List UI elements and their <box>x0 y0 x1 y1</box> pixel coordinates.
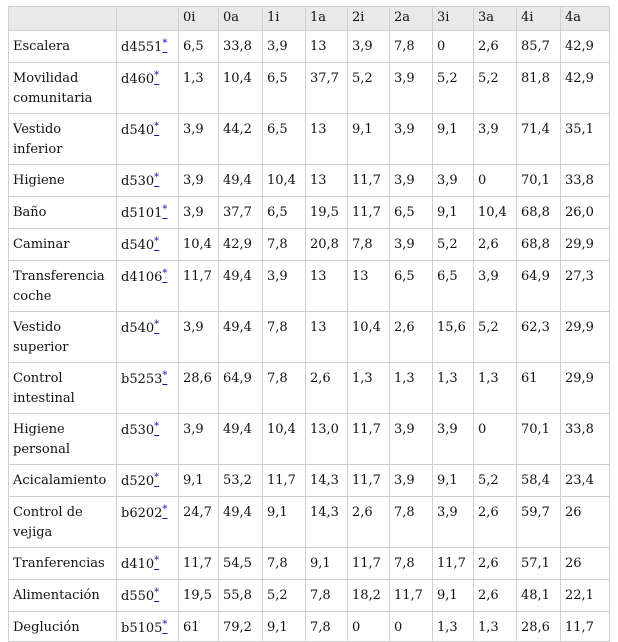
icf-code: d540 <box>121 238 155 253</box>
footnote-link[interactable] <box>154 557 159 571</box>
value-cell: 2,6 <box>348 497 390 548</box>
icf-code: d540 <box>121 321 155 336</box>
value-cell: 11,7 <box>348 414 390 465</box>
value-cell: 14,3 <box>306 497 348 548</box>
table-row <box>9 548 610 580</box>
footnote-link[interactable] <box>162 206 167 220</box>
row-label: Higiene <box>9 165 117 197</box>
value-cell: 68,8 <box>517 197 561 229</box>
value-cell: 9,1 <box>433 114 474 165</box>
value-cell: 22,1 <box>561 580 610 612</box>
icf-code-cell <box>117 548 179 580</box>
icf-code-cell <box>117 63 179 114</box>
value-cell: 1,3 <box>474 363 517 414</box>
value-cell: 33,8 <box>561 165 610 197</box>
value-cell: 48,1 <box>517 580 561 612</box>
row-label: Deglución <box>9 612 117 642</box>
value-cell: 3,9 <box>474 261 517 312</box>
value-cell: 27,3 <box>561 261 610 312</box>
footnote-marker[interactable]: * <box>154 172 160 183</box>
value-cell: 1,3 <box>179 63 219 114</box>
column-header: 3i <box>433 7 474 31</box>
value-cell: 42,9 <box>561 31 610 63</box>
column-header: 2i <box>348 7 390 31</box>
value-cell: 15,6 <box>433 312 474 363</box>
icf-code-cell <box>117 197 179 229</box>
value-cell: 2,6 <box>474 580 517 612</box>
value-cell: 11,7 <box>348 548 390 580</box>
value-cell: 70,1 <box>517 414 561 465</box>
value-cell: 5,2 <box>348 63 390 114</box>
value-cell: 49,4 <box>219 165 263 197</box>
value-cell: 3,9 <box>179 312 219 363</box>
value-cell: 1,3 <box>433 612 474 642</box>
value-cell: 42,9 <box>561 63 610 114</box>
value-cell: 1,3 <box>390 363 433 414</box>
footnote-link[interactable] <box>154 474 159 488</box>
icf-code-cell <box>117 580 179 612</box>
value-cell: 5,2 <box>474 312 517 363</box>
table-row <box>9 229 610 261</box>
value-cell: 5,2 <box>433 229 474 261</box>
value-cell: 81,8 <box>517 63 561 114</box>
value-cell: 3,9 <box>179 114 219 165</box>
table-row <box>9 114 610 165</box>
value-cell: 5,2 <box>433 63 474 114</box>
value-cell: 7,8 <box>390 31 433 63</box>
footnote-link[interactable] <box>154 321 159 335</box>
value-cell: 7,8 <box>263 363 306 414</box>
value-cell: 11,7 <box>179 261 219 312</box>
value-cell: 6,5 <box>390 197 433 229</box>
value-cell: 9,1 <box>263 497 306 548</box>
column-header: 3a <box>474 7 517 31</box>
icf-code: b5253 <box>121 372 163 387</box>
footnote-link[interactable] <box>154 238 159 252</box>
value-cell: 9,1 <box>263 612 306 642</box>
footnote-link[interactable] <box>162 40 167 54</box>
value-cell: 20,8 <box>306 229 348 261</box>
value-cell: 64,9 <box>219 363 263 414</box>
row-label: Tranferencias <box>9 548 117 580</box>
value-cell: 2,6 <box>474 497 517 548</box>
value-cell: 1,3 <box>433 363 474 414</box>
value-cell: 68,8 <box>517 229 561 261</box>
value-cell: 49,4 <box>219 261 263 312</box>
value-cell: 71,4 <box>517 114 561 165</box>
footnote-link[interactable] <box>154 423 159 437</box>
footnote-marker[interactable]: * <box>154 472 160 483</box>
value-cell: 3,9 <box>390 63 433 114</box>
table-row <box>9 261 610 312</box>
value-cell: 10,4 <box>263 165 306 197</box>
value-cell: 13 <box>306 312 348 363</box>
icf-code: d530 <box>121 423 155 438</box>
table-row <box>9 414 610 465</box>
icf-code-cell <box>117 414 179 465</box>
icf-code: d520 <box>121 474 155 489</box>
value-cell: 3,9 <box>348 31 390 63</box>
value-cell: 9,1 <box>306 548 348 580</box>
footnote-link[interactable] <box>154 174 159 188</box>
value-cell: 0 <box>433 31 474 63</box>
value-cell: 2,6 <box>474 229 517 261</box>
footnote-link[interactable] <box>162 270 167 284</box>
value-cell: 7,8 <box>348 229 390 261</box>
value-cell: 11,7 <box>348 165 390 197</box>
row-label: Alimentación <box>9 580 117 612</box>
footnote-marker[interactable]: * <box>162 619 168 630</box>
icf-code-cell <box>117 312 179 363</box>
footnote-marker[interactable]: * <box>154 319 160 330</box>
value-cell: 24,7 <box>179 497 219 548</box>
icf-code-cell <box>117 612 179 642</box>
value-cell: 49,4 <box>219 497 263 548</box>
value-cell: 37,7 <box>306 63 348 114</box>
value-cell: 70,1 <box>517 165 561 197</box>
footnote-link[interactable] <box>154 72 159 86</box>
value-cell: 9,1 <box>179 465 219 497</box>
column-header <box>117 7 179 31</box>
header-row <box>9 7 610 31</box>
value-cell: 85,7 <box>517 31 561 63</box>
table-row <box>9 612 610 642</box>
icf-code: b6202 <box>121 506 163 521</box>
value-cell: 42,9 <box>219 229 263 261</box>
table-row <box>9 363 610 414</box>
icf-code: d540 <box>121 123 155 138</box>
value-cell: 10,4 <box>474 197 517 229</box>
value-cell: 11,7 <box>179 548 219 580</box>
value-cell: 10,4 <box>219 63 263 114</box>
value-cell: 33,8 <box>561 414 610 465</box>
value-cell: 23,4 <box>561 465 610 497</box>
value-cell: 58,4 <box>517 465 561 497</box>
data-table <box>8 6 610 642</box>
value-cell: 64,9 <box>517 261 561 312</box>
value-cell: 53,2 <box>219 465 263 497</box>
table-row <box>9 197 610 229</box>
value-cell: 7,8 <box>263 229 306 261</box>
row-label: Control intestinal <box>9 363 117 414</box>
icf-code: b5105 <box>121 621 163 636</box>
footnote-link[interactable] <box>162 621 167 635</box>
value-cell: 10,4 <box>179 229 219 261</box>
icf-code: d460 <box>121 72 155 87</box>
value-cell: 5,2 <box>474 63 517 114</box>
value-cell: 19,5 <box>179 580 219 612</box>
value-cell: 26 <box>561 548 610 580</box>
row-label: Caminar <box>9 229 117 261</box>
icf-code-cell <box>117 31 179 63</box>
icf-code-cell <box>117 363 179 414</box>
value-cell: 3,9 <box>390 229 433 261</box>
row-label: Control de vejiga <box>9 497 117 548</box>
value-cell: 0 <box>474 165 517 197</box>
value-cell: 3,9 <box>179 165 219 197</box>
value-cell: 3,9 <box>263 31 306 63</box>
value-cell: 59,7 <box>517 497 561 548</box>
value-cell: 3,9 <box>390 165 433 197</box>
value-cell: 0 <box>474 414 517 465</box>
value-cell: 7,8 <box>306 612 348 642</box>
row-label: Escalera <box>9 31 117 63</box>
footnote-marker[interactable]: * <box>162 268 168 279</box>
footnote-marker[interactable]: * <box>154 70 160 81</box>
value-cell: 3,9 <box>390 114 433 165</box>
column-header: 2a <box>390 7 433 31</box>
value-cell: 9,1 <box>433 580 474 612</box>
footnote-marker[interactable]: * <box>154 587 160 598</box>
value-cell: 13 <box>306 165 348 197</box>
column-header: 0a <box>219 7 263 31</box>
footnote-marker[interactable]: * <box>154 121 160 132</box>
footnote-marker[interactable]: * <box>154 236 160 247</box>
footnote-marker[interactable]: * <box>162 504 168 515</box>
value-cell: 37,7 <box>219 197 263 229</box>
value-cell: 26 <box>561 497 610 548</box>
value-cell: 3,9 <box>433 165 474 197</box>
value-cell: 28,6 <box>179 363 219 414</box>
value-cell: 10,4 <box>348 312 390 363</box>
value-cell: 33,8 <box>219 31 263 63</box>
value-cell: 29,9 <box>561 312 610 363</box>
value-cell: 2,6 <box>306 363 348 414</box>
icf-code-cell <box>117 165 179 197</box>
value-cell: 29,9 <box>561 363 610 414</box>
row-label: Vestido superior <box>9 312 117 363</box>
value-cell: 7,8 <box>306 580 348 612</box>
value-cell: 6,5 <box>263 197 306 229</box>
footnote-link[interactable] <box>154 123 159 137</box>
table-row <box>9 63 610 114</box>
value-cell: 44,2 <box>219 114 263 165</box>
table-row <box>9 312 610 363</box>
icf-code-cell <box>117 261 179 312</box>
value-cell: 11,7 <box>561 612 610 642</box>
value-cell: 55,8 <box>219 580 263 612</box>
footnote-marker[interactable]: * <box>154 555 160 566</box>
footnote-marker[interactable]: * <box>154 421 160 432</box>
value-cell: 19,5 <box>306 197 348 229</box>
table-row <box>9 465 610 497</box>
footnote-marker[interactable]: * <box>162 38 168 49</box>
value-cell: 7,8 <box>263 312 306 363</box>
value-cell: 6,5 <box>263 114 306 165</box>
row-label: Movilidad comunitaria <box>9 63 117 114</box>
value-cell: 3,9 <box>390 414 433 465</box>
icf-code-cell <box>117 465 179 497</box>
value-cell: 2,6 <box>390 312 433 363</box>
value-cell: 0 <box>390 612 433 642</box>
value-cell: 6,5 <box>390 261 433 312</box>
value-cell: 11,7 <box>348 465 390 497</box>
icf-code-cell <box>117 497 179 548</box>
value-cell: 3,9 <box>433 414 474 465</box>
row-label: Vestido inferior <box>9 114 117 165</box>
value-cell: 6,5 <box>263 63 306 114</box>
footnote-link[interactable] <box>162 372 167 386</box>
icf-code: d550 <box>121 589 155 604</box>
value-cell: 57,1 <box>517 548 561 580</box>
value-cell: 1,3 <box>474 612 517 642</box>
value-cell: 2,6 <box>474 548 517 580</box>
value-cell: 13 <box>306 114 348 165</box>
value-cell: 13,0 <box>306 414 348 465</box>
value-cell: 18,2 <box>348 580 390 612</box>
value-cell: 54,5 <box>219 548 263 580</box>
row-label: Baño <box>9 197 117 229</box>
value-cell: 3,9 <box>433 497 474 548</box>
column-header: 4a <box>561 7 610 31</box>
footnote-marker[interactable]: * <box>162 204 168 215</box>
value-cell: 6,5 <box>433 261 474 312</box>
table-row <box>9 497 610 548</box>
value-cell: 49,4 <box>219 312 263 363</box>
value-cell: 79,2 <box>219 612 263 642</box>
table-row <box>9 165 610 197</box>
value-cell: 3,9 <box>390 465 433 497</box>
icf-code-cell <box>117 114 179 165</box>
value-cell: 13 <box>306 31 348 63</box>
value-cell: 11,7 <box>263 465 306 497</box>
column-header: 1i <box>263 7 306 31</box>
value-cell: 3,9 <box>474 114 517 165</box>
column-header: 4i <box>517 7 561 31</box>
value-cell: 3,9 <box>263 261 306 312</box>
value-cell: 11,7 <box>348 197 390 229</box>
column-header: 1a <box>306 7 348 31</box>
value-cell: 29,9 <box>561 229 610 261</box>
table-body <box>9 31 610 642</box>
value-cell: 2,6 <box>474 31 517 63</box>
column-header: 0i <box>179 7 219 31</box>
icf-code: d410 <box>121 557 155 572</box>
value-cell: 10,4 <box>263 414 306 465</box>
row-label: Acicalamiento <box>9 465 117 497</box>
data-table-container <box>8 6 609 642</box>
value-cell: 62,3 <box>517 312 561 363</box>
table-row <box>9 31 610 63</box>
footnote-link[interactable] <box>154 589 159 603</box>
value-cell: 3,9 <box>179 197 219 229</box>
value-cell: 9,1 <box>348 114 390 165</box>
value-cell: 0 <box>348 612 390 642</box>
value-cell: 49,4 <box>219 414 263 465</box>
value-cell: 3,9 <box>179 414 219 465</box>
value-cell: 9,1 <box>433 465 474 497</box>
value-cell: 9,1 <box>433 197 474 229</box>
value-cell: 5,2 <box>263 580 306 612</box>
value-cell: 5,2 <box>474 465 517 497</box>
table-row <box>9 580 610 612</box>
value-cell: 61 <box>179 612 219 642</box>
value-cell: 14,3 <box>306 465 348 497</box>
value-cell: 6,5 <box>179 31 219 63</box>
value-cell: 26,0 <box>561 197 610 229</box>
icf-code: d4106 <box>121 270 163 285</box>
value-cell: 11,7 <box>390 580 433 612</box>
value-cell: 61 <box>517 363 561 414</box>
value-cell: 28,6 <box>517 612 561 642</box>
row-label: Transferencia coche <box>9 261 117 312</box>
icf-code: d530 <box>121 174 155 189</box>
value-cell: 13 <box>306 261 348 312</box>
value-cell: 7,8 <box>390 548 433 580</box>
value-cell: 1,3 <box>348 363 390 414</box>
value-cell: 35,1 <box>561 114 610 165</box>
footnote-marker[interactable]: * <box>162 370 168 381</box>
icf-code: d4551 <box>121 40 163 55</box>
column-header <box>9 7 117 31</box>
value-cell: 13 <box>348 261 390 312</box>
row-label: Higiene personal <box>9 414 117 465</box>
value-cell: 7,8 <box>390 497 433 548</box>
icf-code: d5101 <box>121 206 163 221</box>
footnote-link[interactable] <box>162 506 167 520</box>
value-cell: 7,8 <box>263 548 306 580</box>
value-cell: 11,7 <box>433 548 474 580</box>
icf-code-cell <box>117 229 179 261</box>
